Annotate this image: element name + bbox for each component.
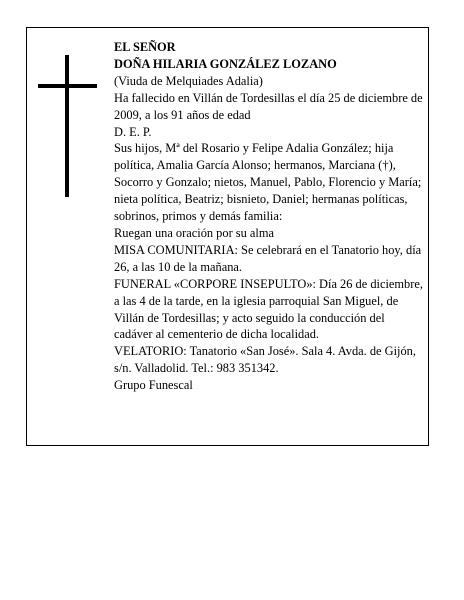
funeral-info: FUNERAL «CORPORE INSEPULTO»: Día 26 de diciembre, a las 4 de la tarde, en la iglesia parroquial San Miguel, de Villán de Tordesillas; y acto seguido la conducción del cadáver al cementerio de dicha localidad. [114, 276, 423, 342]
wake-info: VELATORIO: Tanatorio «San José». Sala 4. Avda. de Gijón, s/n. Valladolid. Tel.: 983 351342. [114, 344, 416, 376]
death-info: Ha fallecido en Villán de Tordesillas el día 25 de diciembre de 2009, a los 91 años de edad [114, 90, 423, 122]
family-list: Sus hijos, Mª del Rosario y Felipe Adalia González; hija política, Amalia García Alonso; hermanos, Marciana (†), Socorro y Gonzalo; nietos, Manuel, Pablo, Florencio y María; nieta política, Beatriz; bisnieto, Daniel; hermanas políticas, sobrinos, primos y demás familia: [114, 141, 422, 224]
widow-of: (Viuda de Melquiades Adalia) [114, 73, 263, 88]
cross-icon [65, 55, 69, 197]
cross-icon-bar [38, 84, 97, 88]
mass-info: MISA COMUNITARIA: Se celebrará en el Tanatorio hoy, día 26, a las 10 de la mañana. [114, 242, 422, 274]
dep-line: D. E. P. [114, 124, 152, 139]
obituary-text [114, 39, 426, 394]
deceased-name: DOÑA HILARIA GONZÁLEZ LOZANO [114, 56, 337, 71]
prayer-request: Ruegan una oración por su alma [114, 225, 274, 240]
funeral-home: Grupo Funescal [114, 378, 193, 393]
heading-line1: EL SEÑOR [114, 40, 176, 54]
